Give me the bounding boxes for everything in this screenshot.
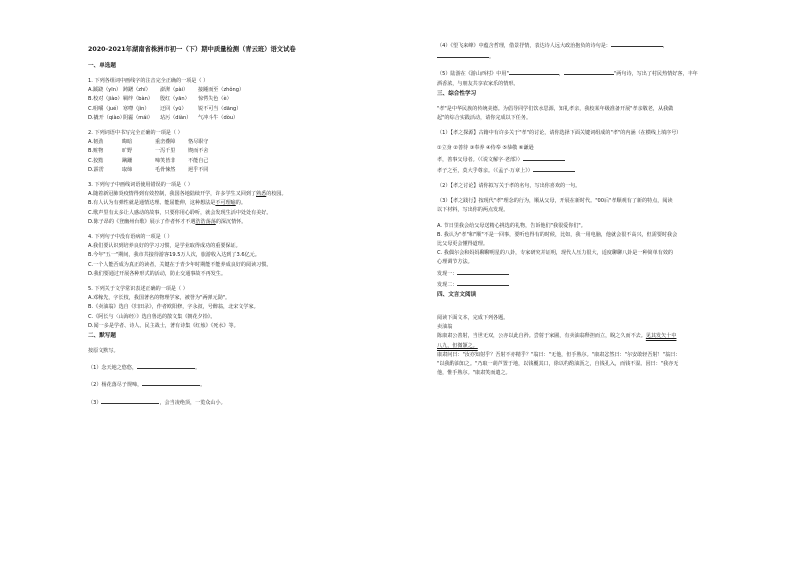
question-2-option[interactable]	[88, 166, 377, 175]
quote-text: 孝子之至，莫大乎尊亲。（《孟子·万章上》）	[437, 167, 533, 174]
question-1-option[interactable]	[88, 114, 377, 123]
activity-intro-cont: 起"的综合实践活动，请你完成以下任务。	[437, 115, 532, 122]
question-3-option-a[interactable]	[88, 190, 377, 199]
underlined-term: 熟悉	[256, 191, 267, 198]
dictation-text: ，会当凌绝顶，一览众山小。	[159, 399, 226, 406]
section-heading-classical-reading: 四、文言文阅读	[437, 292, 477, 299]
question-1-stem: 1. 下列各组词中画线字的注音完全正确的一项是（ ）	[88, 78, 209, 84]
dictation-text: （4）《望飞来峰》中蕴含哲理，借景抒情，表达诗人远大政治抱负的诗句是：	[437, 43, 611, 49]
option-term: 踌躇（zhí）	[123, 87, 151, 94]
dictation-line-4: （4）《望飞来峰》中蕴含哲理，借景抒情，表达诗人远大政治抱负的诗句是： ，	[437, 40, 780, 51]
option-term: B.赃物	[88, 148, 104, 155]
question-5-option-d[interactable]: D.闻一多是学者、诗人、民主战士，著有诗集《红烛》《死水》等。	[88, 322, 239, 329]
section-heading-dictation: 二、默写题	[88, 333, 116, 340]
answer-blank[interactable]	[611, 40, 663, 47]
option-term: 锐不可当（dāng）	[198, 105, 242, 112]
option-term: 旷野	[122, 148, 133, 155]
option-term: 不能自己	[188, 157, 209, 164]
option-term: 蹒跚	[122, 157, 133, 164]
passage-para-2-end: 他，惟手熟尔。"康肃笑而遣之。	[437, 370, 511, 377]
task-1-stem: （1）【孝之探源】古籍中有许多关于"孝"的讨论，请你选择下面关键词组成的"孝"的内涵（在横线上填序号）	[437, 130, 682, 137]
task-3-stem: （3）【孝之践行】按现代"孝"理念的行为，顺从父母，开展在新时代。"00后"孝顺观有了新的特点，阅读	[437, 198, 673, 205]
question-4-option-d[interactable]: D.我们要通过开展各种形式的活动，防止交通事故不再发生。	[88, 270, 226, 277]
option-text: 的。	[235, 200, 246, 207]
option-term: 阴霾（mái）	[123, 114, 153, 121]
passage-para-2: 康肃问曰："汝亦知射乎？吾射不亦精乎？"翁曰："无他，但手熟尔。"康肃忿然曰："尔安敢轻吾射！"翁曰：	[437, 351, 681, 358]
dictation-text: （3）	[88, 399, 102, 406]
question-2-option[interactable]	[88, 157, 377, 166]
option-term: 锲而不舍	[188, 148, 209, 155]
option-term: 惊愕失色（è）	[198, 96, 232, 103]
option-term: 澎湃（pài）	[160, 87, 189, 94]
material-a: A. 节日里我会给父母送精心挑选的礼物，告诉他们"我很爱你们"。	[437, 222, 586, 229]
task-1-options: ①立身 ②善待 ③奉养 ④侍奉 ⑤恭敬 ⑥谦逊	[437, 145, 534, 152]
dictation-line-3	[88, 397, 377, 408]
finding-label: 发现一：	[437, 270, 458, 277]
underlined-term: 浩浩荡荡	[195, 218, 216, 225]
option-term: A.韧劲	[88, 139, 104, 146]
option-text: C.歌声里有太多让人感动的故事，只要你用心聆听，就会发现生活中处处有	[88, 209, 257, 216]
answer-blank[interactable]	[509, 68, 559, 75]
question-3-option-b[interactable]	[88, 199, 377, 208]
answer-blank[interactable]	[457, 279, 509, 286]
activity-intro: "孝"是中华民族的传统美德。为倡导同学们饮水思源，知礼孝亲，我校某年级准备开展"孝亲敬老，从我做	[437, 105, 674, 112]
material-c: C. 我偶尔会和妈妈聊聊明星的八卦，专家研究并证明，现代人压力很大，适度聊聊八卦是一种简单有效的	[437, 250, 674, 257]
dictation-line-5-cont: 酒香浓，与朋友共享农家乐的情形。	[437, 80, 519, 87]
quote-text: 孝，善事父母者。（《说文解字·老部》）	[437, 156, 523, 163]
finding-2	[437, 279, 780, 290]
question-5-option-c[interactable]: C.《阿长与〈山海经〉》选自鲁迅的散文集《朝花夕拾》。	[88, 313, 216, 320]
dictation-stem: 按原文默写。	[88, 348, 119, 355]
passage-para-2-cont: "以我酌油知之。"乃取一葫芦置于地，以钱覆其口，徐以杓酌油沥之，自钱孔入，而钱不湿。因曰："我亦无	[437, 361, 679, 368]
option-text: 美好。	[256, 209, 272, 216]
section-heading-single-choice: 一、单选题	[88, 63, 116, 69]
answer-blank[interactable]	[564, 68, 614, 75]
finding-label: 发现二：	[437, 281, 458, 288]
option-text: A.随着新冠肺炎疫情得到有效控制，我国各地陆续开学，许多学生又回到了	[88, 191, 257, 198]
option-term: 迂回（yū）	[160, 105, 187, 112]
passage-text: 陈康肃公善射，当世无双，公亦以此自矜。尝射于家圃，有卖油翁释担而立，睨之久而不去。	[437, 333, 646, 340]
option-term: 取缔	[122, 166, 133, 173]
question-3-stem: 3. 下列句子中画线词语使用错误的一项是（ ）	[88, 182, 193, 189]
option-term: 殷红（yān）	[160, 96, 190, 103]
option-term: 晦暗	[122, 139, 133, 146]
option-term: A.蹊跷（yīn）	[88, 87, 122, 94]
question-5-option-b[interactable]: B.《卖油翁》选自《归田录》，作者欧阳修，字永叔，号醉翁，北宋文学家。	[88, 304, 259, 311]
question-4-option-c[interactable]: C.一个人能否成为真正的读者，关键在于青少年时期能不能养成良好的阅读习惯。	[88, 261, 272, 268]
answer-blank[interactable]	[437, 51, 489, 58]
passage-para-1-cont	[437, 342, 780, 351]
answer-blank[interactable]	[101, 397, 159, 404]
task-1-item-1	[437, 154, 780, 165]
question-5-option-a[interactable]: A.邓稼先，字长枝，我国著名的物理学家，被誉为"两弹元勋"。	[88, 295, 231, 302]
question-4-option-b[interactable]: B.今年"五一"期间，我市共接待游客19.5万人次，旅游收入达到了3.6亿元。	[88, 252, 260, 259]
option-term: 气冲斗牛（dòu）	[198, 114, 239, 121]
task-3-stem-cont: 以下材料，写出你的两点发现。	[437, 207, 509, 214]
passage-para-1	[437, 332, 780, 341]
option-term: C.狡黠	[88, 157, 104, 164]
task-2-stem: （2）【孝之讨论】请你拟写关于孝的名句，写出你喜欢的一句。	[437, 183, 581, 190]
dictation-text: （1）念天地之悠悠，	[88, 365, 138, 372]
question-4-option-a[interactable]: A.我们要认识到培养良好的学习习惯，是学业取得成功的重要保证。	[88, 243, 241, 250]
question-2-option[interactable]	[88, 147, 377, 156]
answer-blank[interactable]	[457, 268, 509, 275]
option-term: C.咀嚼（jué）	[88, 105, 122, 112]
option-text: 的校园。	[266, 191, 287, 198]
option-term: D.撬开（qiào）	[88, 114, 125, 121]
dictation-line-5: （5）陆游在《游山西村》中用" ， "两句诗，写出了村民热情好客，丰年	[437, 68, 780, 79]
reading-instruction: 阅读下面文本，完成下列各题。	[437, 315, 509, 322]
section-heading-comprehensive: 三、综合性学习	[437, 90, 477, 97]
option-term: 重峦叠障	[155, 139, 176, 146]
exam-title: 2020-2021年湖南省株洲市初一（下）期中质量检测（青云班）语文试卷	[88, 46, 296, 53]
material-b-cont: 比父母更会懂得道理。	[437, 241, 488, 248]
dictation-line-1: （1）念天地之悠悠， 。	[88, 362, 377, 373]
option-term: 羁绊（bàn）	[123, 96, 153, 103]
material-c-cont: 心理调节方法。	[437, 259, 473, 266]
question-1-option[interactable]	[88, 86, 377, 95]
option-term: 啼笑皆非	[155, 157, 176, 164]
question-2-stem: 2. 下列词语中书写完全正确的一项是（ ）	[88, 130, 183, 137]
dictation-line-4-cont: 。	[437, 51, 780, 62]
passage-title: 卖油翁	[437, 324, 453, 331]
question-3-option-d[interactable]	[88, 218, 377, 227]
option-term: D.霹雳	[88, 166, 104, 173]
option-term: 恪尽职守	[188, 139, 209, 146]
option-term: 接踵而至（zhǒng）	[198, 87, 245, 94]
option-text: B.有人认为有弹性就是通情达理、能屈能伸，这种想法是	[88, 200, 216, 207]
question-3-option-c[interactable]	[88, 209, 377, 218]
finding-1	[437, 268, 780, 279]
answer-blank[interactable]	[142, 379, 200, 386]
option-term: 寒噤（jìn）	[123, 105, 150, 112]
answer-blank[interactable]	[137, 362, 195, 369]
answer-blank[interactable]	[523, 154, 565, 161]
underlined-term: 不可理喻	[215, 200, 236, 207]
answer-blank[interactable]	[533, 165, 575, 172]
dictation-text: （5）陆游在《游山西村》中用"	[437, 71, 509, 78]
option-term: 玷污（diàn）	[160, 114, 192, 121]
option-text: 的深沉情怀。	[215, 218, 247, 225]
dictation-text: （2）杨花落尽子规啼，	[88, 382, 143, 389]
option-text: D.陈子昂的《登幽州台歌》展示了作者怀才不遇	[88, 218, 196, 225]
question-5-stem: 5. 下列关于文学常识表述正确的一项是（ ）	[88, 286, 188, 293]
underlined-sentence: 见其发矢十中	[645, 333, 677, 340]
option-term: B.校对（jiào）	[88, 96, 123, 103]
question-4-stem: 4. 下列句子中没有语病的一项是（ ）	[88, 234, 173, 241]
question-2-option[interactable]	[88, 138, 377, 147]
question-1-option[interactable]	[88, 105, 377, 114]
option-term: 迥乎不同	[188, 166, 209, 173]
option-term: 毛骨悚然	[155, 166, 176, 173]
right-page	[397, 0, 794, 562]
option-term: 一泻千里	[155, 148, 176, 155]
dictation-text: "两句诗，写出了村民热情好客，丰年	[613, 71, 698, 78]
task-1-item-2	[437, 165, 780, 176]
underlined-sentence: 八九，但微颔之。	[437, 342, 478, 349]
material-b: B. 我认为"孝"和"顺"不是一回事，要听也得有的时候，比如，我一用电脑，他就会很不高兴，但需要时我会	[437, 231, 678, 238]
dictation-line-2: （2）杨花落尽子规啼， 。	[88, 379, 377, 390]
question-1-option[interactable]	[88, 95, 377, 104]
